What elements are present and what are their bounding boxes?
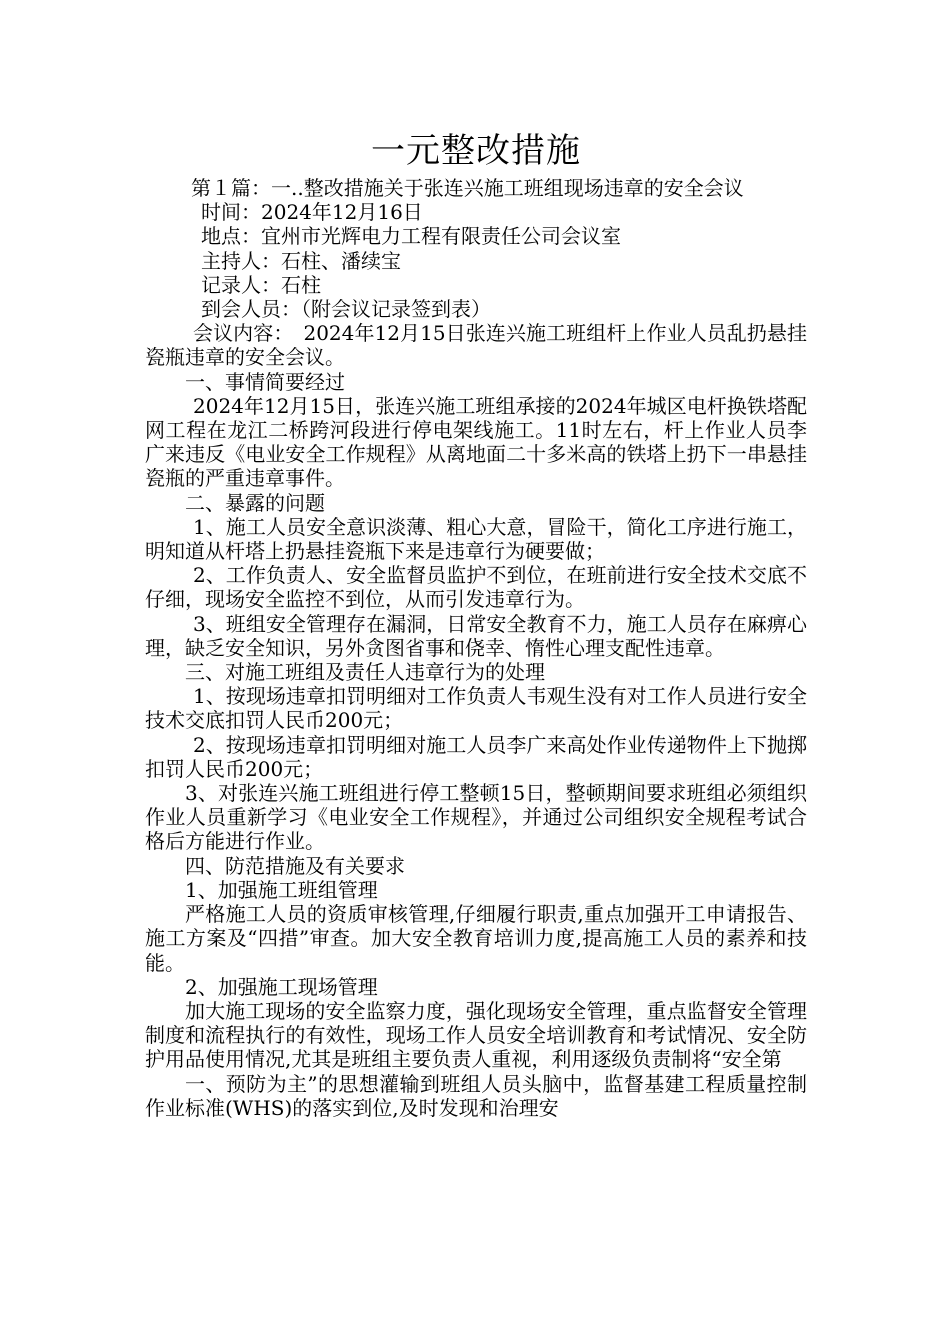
section-4-sub1-heading: 1、加强施工班组管理: [185, 877, 378, 902]
section-4-sub2-heading: 2、加强施工现场管理: [185, 974, 378, 999]
document-title: 一元整改措施: [371, 131, 581, 171]
section-2-item: 1、施工人员安全意识淡薄、粗心大意，冒险干，简化工序进行施工，明知道从杆塔上扔悬挂瓷瓶下来是违章行为硬要做；: [145, 514, 807, 564]
meeting-place: 地点：宜州市光辉电力工程有限责任公司会议室: [201, 224, 621, 249]
document-page: [145, 126, 807, 1120]
meeting-recorder: 记录人：石柱: [201, 272, 321, 297]
meeting-time: 时间：2024年12月16日: [201, 200, 423, 225]
section-2-heading: 二、暴露的问题: [185, 490, 325, 515]
document-body: [145, 176, 807, 1120]
section-3-item: 2、按现场违章扣罚明细对施工人员李广来高处作业传递物件上下抛掷扣罚人民币200元；: [145, 732, 807, 781]
section-3-item: 1、按现场违章扣罚明细对工作负责人韦观生没有对工作人员进行安全技术交底扣罚人民币200元；: [145, 684, 807, 733]
section-3-item: 3、对张连兴施工班组进行停工整顿15日，整顿期间要求班组必须组织作业人员重新学习《电业安全工作规程》，并通过公司组织安全规程考试合格后方能进行作业。: [145, 781, 807, 854]
section-3-heading: 三、对施工班组及责任人违章行为的处理: [185, 660, 545, 685]
meeting-host: 主持人：石柱、潘续宝: [201, 248, 401, 273]
section-4-heading: 四、防范措施及有关要求: [185, 853, 405, 878]
section-4-sub1-text: 严格施工人员的资质审核管理,仔细履行职责,重点加强开工申请报告、施工方案及“四措”审查。加大安全教育培训力度,提高施工人员的素养和技能。: [145, 902, 807, 975]
section-2-item: 2、工作负责人、安全监督员监护不到位，在班前进行安全技术交底不仔细，现场安全监控不到位，从而引发违章行为。: [145, 563, 807, 612]
section-4-sub2-text: 加大施工现场的安全监察力度，强化现场安全管理，重点监督安全管理制度和流程执行的有效性，现场工作人员安全培训教育和考试情况、安全防护用品使用情况,尤其是班组主要负责人重视，利用逐级负责制将“安全第: [145, 998, 807, 1072]
meeting-attendees: 到会人员：（附会议记录签到表）: [201, 297, 491, 322]
section-2-item: 3、班组安全管理存在漏洞，日常安全教育不力，施工人员存在麻痹心理，缺乏安全知识，另外贪图省事和侥幸、惰性心理支配性违章。: [145, 611, 807, 660]
section-4-sub2-continuation: 一、预防为主”的思想灌输到班组人员头脑中，监督基建工程质量控制作业标准(WHS)的落实到位,及时发现和治理安: [145, 1071, 807, 1120]
meeting-content: 会议内容： 2024年12月15日张连兴施工班组杆上作业人员乱扔悬挂瓷瓶违章的安全会议。: [145, 321, 807, 370]
document-heading: 第１篇：一..整改措施关于张连兴施工班组现场违章的安全会议: [191, 176, 744, 200]
section-1-text: 2024年12月15日，张连兴施工班组承接的2024年城区电杆换铁塔配网工程在龙江二桥跨河段进行停电架线施工。11时左右，杆上作业人员李广来违反《电业安全工作规程》从离地面二十多米高的铁塔上扔下一串悬挂瓷瓶的严重违章事件。: [145, 393, 807, 491]
section-1-heading: 一、事情简要经过: [185, 369, 345, 394]
